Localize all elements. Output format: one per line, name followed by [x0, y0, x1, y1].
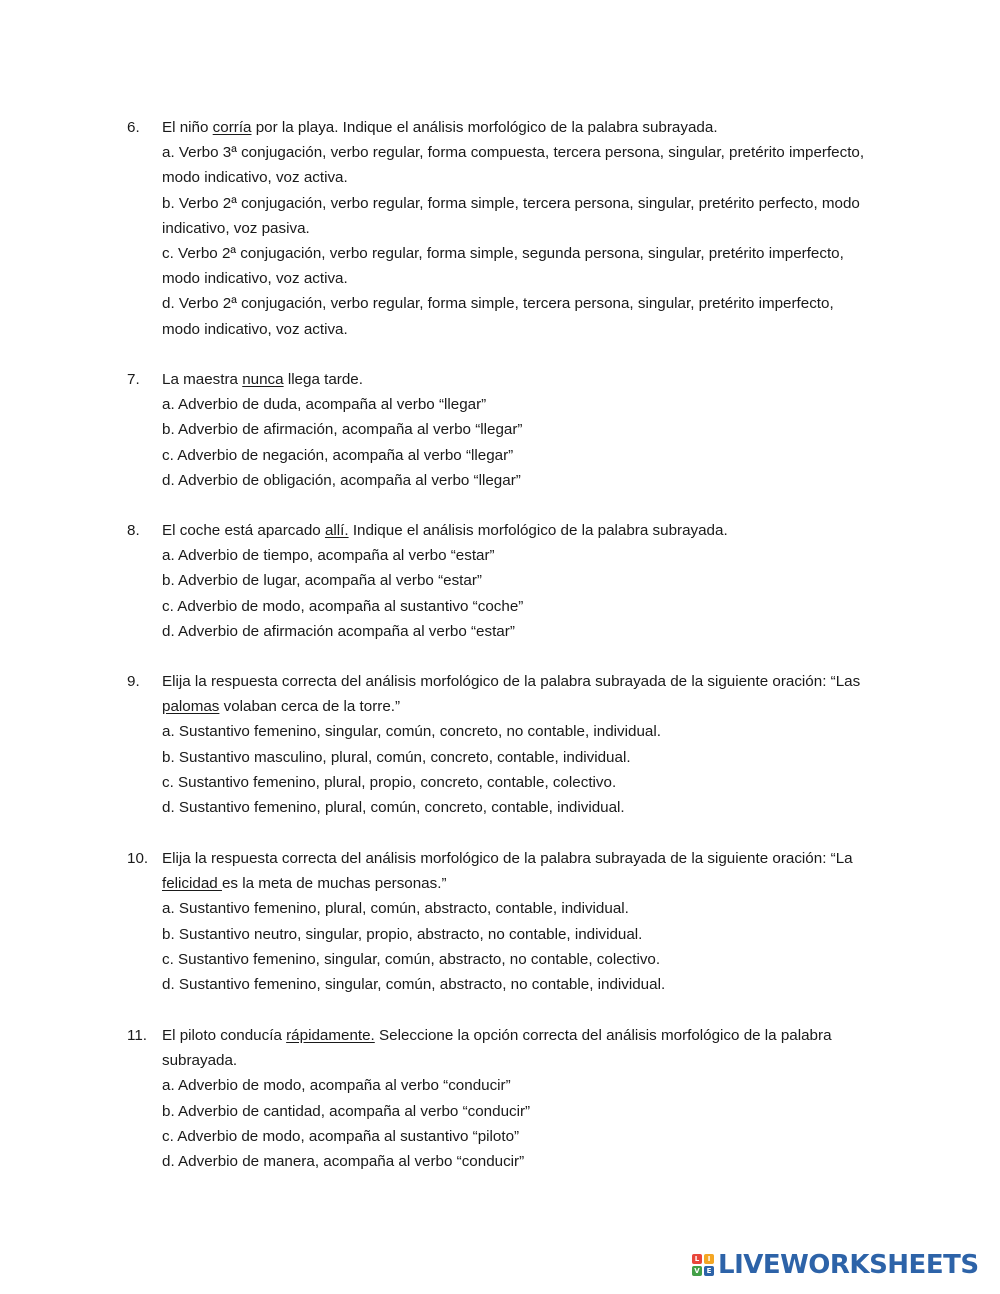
option-a[interactable]: a. Adverbio de tiempo, acompaña al verbo “estar”	[162, 547, 495, 565]
options-list	[127, 392, 867, 493]
option-a[interactable]: a. Sustantivo femenino, plural, común, abstracto, contable, individual.	[162, 900, 629, 918]
logo-mark-letter: I	[704, 1254, 714, 1264]
underlined-word: nunca	[242, 371, 284, 388]
options-list	[127, 543, 867, 644]
question-7	[127, 367, 867, 493]
question-text: El niño corría por la playa. Indique el análisis morfológico de la palabra subrayada.	[162, 119, 718, 136]
option-d[interactable]: d. Adverbio de obligación, acompaña al verbo “llegar”	[162, 471, 521, 489]
option-d[interactable]: d. Verbo 2ª conjugación, verbo regular, forma simple, tercera persona, singular, pretérito imperfecto, modo indicativo, voz activa.	[162, 295, 834, 338]
option-b[interactable]: b. Adverbio de afirmación, acompaña al verbo “llegar”	[162, 421, 523, 439]
question-text: El piloto conducía rápidamente. Seleccione la opción correcta del análisis morfológico de la palabra subrayada.	[162, 1027, 832, 1070]
question-number: 10.	[127, 850, 149, 867]
question-9	[127, 669, 867, 820]
option-c[interactable]: c. Sustantivo femenino, plural, propio, concreto, contable, colectivo.	[162, 773, 617, 791]
liveworksheets-logo	[692, 1252, 979, 1278]
logo-mark-icon	[692, 1254, 714, 1276]
option-c[interactable]: c. Sustantivo femenino, singular, común, abstracto, no contable, colectivo.	[162, 950, 661, 968]
option-c[interactable]: c. Adverbio de modo, acompaña al sustantivo “coche”	[162, 597, 524, 615]
logo-text: LIVEWORKSHEETS	[718, 1250, 979, 1280]
question-number: 8.	[127, 522, 140, 539]
options-list	[127, 719, 867, 820]
option-c[interactable]: c. Adverbio de modo, acompaña al sustantivo “piloto”	[162, 1127, 520, 1145]
option-b[interactable]: b. Verbo 2ª conjugación, verbo regular, forma simple, tercera persona, singular, pretérito perfecto, modo indicativo, voz pasiva.	[162, 194, 860, 237]
question-11	[127, 1023, 867, 1174]
option-a[interactable]: a. Adverbio de duda, acompaña al verbo “llegar”	[162, 396, 487, 414]
question-8	[127, 518, 867, 644]
underlined-word: felicidad	[162, 875, 222, 893]
option-a[interactable]: a. Sustantivo femenino, singular, común, concreto, no contable, individual.	[162, 723, 661, 741]
option-b[interactable]: b. Adverbio de lugar, acompaña al verbo “estar”	[162, 572, 482, 590]
underlined-word: allí.	[324, 522, 349, 539]
question-text: Elija la respuesta correcta del análisis morfológico de la palabra subrayada de la siguiente oración: “Las palomas volaban cerca de la torre.”	[162, 673, 861, 716]
option-d[interactable]: d. Sustantivo femenino, plural, común, concreto, contable, individual.	[162, 799, 625, 817]
question-10	[127, 846, 867, 997]
option-d[interactable]: d. Sustantivo femenino, singular, común, abstracto, no contable, individual.	[162, 976, 666, 994]
underlined-word: palomas	[162, 698, 220, 716]
option-a[interactable]: a. Adverbio de modo, acompaña al verbo “conducir”	[162, 1077, 511, 1095]
question-number: 11.	[127, 1027, 147, 1044]
option-b[interactable]: b. Adverbio de cantidad, acompaña al verbo “conducir”	[162, 1102, 531, 1120]
options-list	[127, 140, 867, 342]
logo-mark-letter: V	[692, 1266, 702, 1276]
option-b[interactable]: b. Sustantivo neutro, singular, propio, abstracto, no contable, individual.	[162, 925, 643, 943]
underlined-word: rápidamente.	[286, 1027, 375, 1044]
question-text: El coche está aparcado allí. Indique el análisis morfológico de la palabra subrayada.	[162, 522, 728, 539]
logo-mark-letter: L	[692, 1254, 702, 1264]
option-c[interactable]: c. Verbo 2ª conjugación, verbo regular, forma simple, segunda persona, singular, pretérito imperfecto, modo indicativo, voz activa.	[162, 245, 844, 288]
question-text: Elija la respuesta correcta del análisis morfológico de la palabra subrayada de la siguiente oración: “La felicidad es la meta de muchas personas.”	[162, 850, 853, 893]
question-number: 7.	[127, 371, 140, 388]
question-number: 6.	[127, 119, 140, 136]
question-number: 9.	[127, 673, 140, 690]
question-6	[127, 115, 867, 342]
option-d[interactable]: d. Adverbio de afirmación acompaña al verbo “estar”	[162, 622, 515, 640]
option-c[interactable]: c. Adverbio de negación, acompaña al verbo “llegar”	[162, 446, 514, 464]
option-a[interactable]: a. Verbo 3ª conjugación, verbo regular, forma compuesta, tercera persona, singular, pretérito imperfecto, modo indicativo, voz activa.	[162, 144, 865, 187]
options-list	[127, 896, 867, 997]
option-b[interactable]: b. Sustantivo masculino, plural, común, concreto, contable, individual.	[162, 748, 631, 766]
logo-mark-letter: E	[704, 1266, 714, 1276]
underlined-word: corría	[212, 119, 252, 136]
question-text: La maestra nunca llega tarde.	[162, 371, 363, 388]
options-list	[127, 1073, 867, 1174]
option-d[interactable]: d. Adverbio de manera, acompaña al verbo “conducir”	[162, 1153, 525, 1171]
